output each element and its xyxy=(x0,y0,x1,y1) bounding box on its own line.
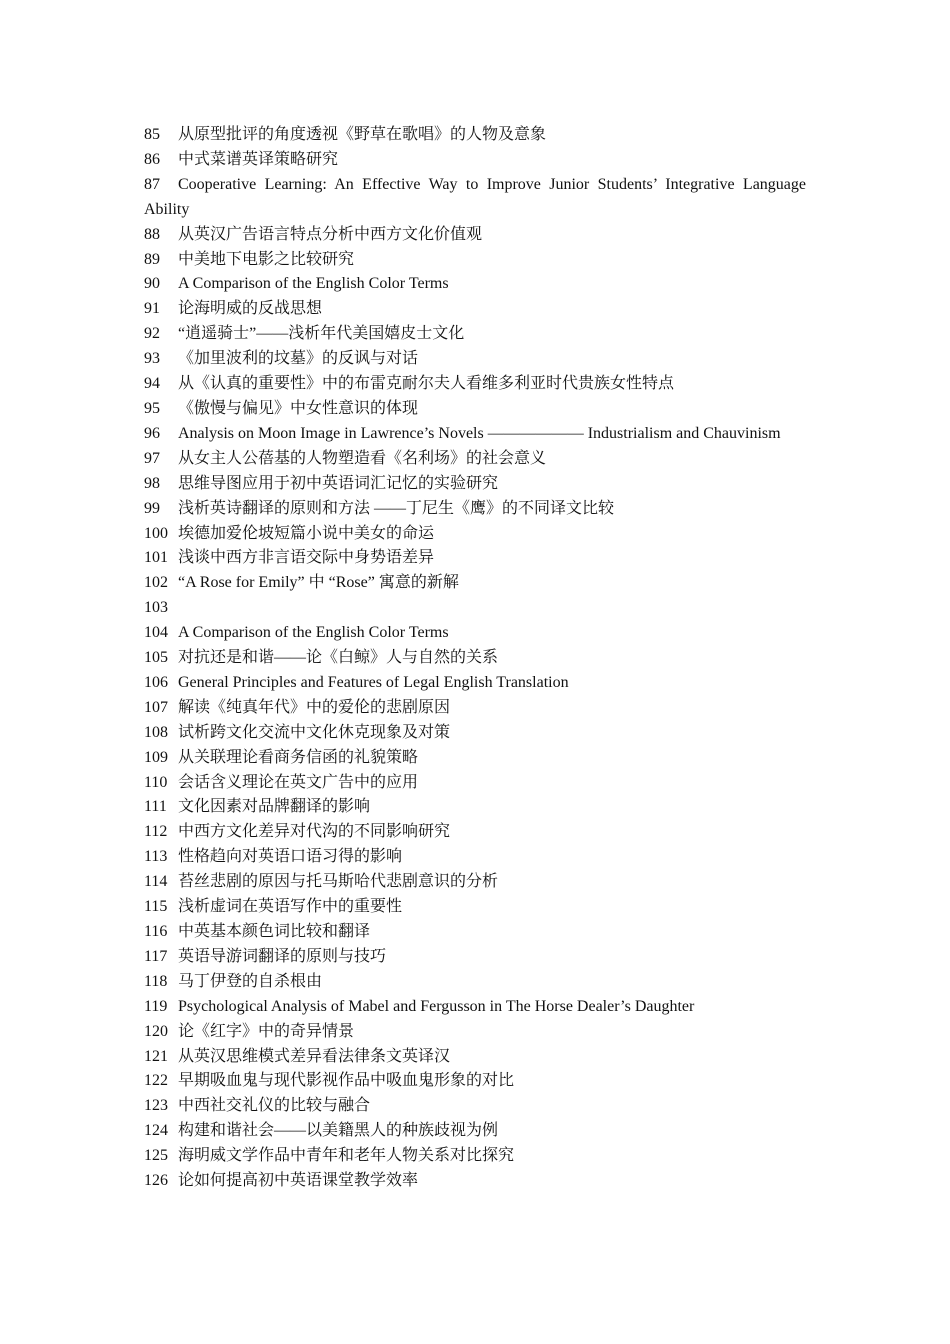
list-item xyxy=(144,895,806,920)
list-item xyxy=(144,646,806,671)
item-title: 中西社交礼仪的比较与融合 xyxy=(178,1097,371,1115)
list-item xyxy=(144,845,806,870)
item-title: 中西方文化差异对代沟的不同影响研究 xyxy=(178,823,451,841)
item-number: 114 xyxy=(144,873,168,891)
item-number: 91 xyxy=(144,300,160,318)
list-item xyxy=(144,795,806,820)
item-number: 126 xyxy=(144,1172,168,1190)
item-number: 113 xyxy=(144,848,168,866)
item-number: 107 xyxy=(144,698,168,716)
list-item xyxy=(144,721,806,746)
item-title: 英语导游词翻译的原则与技巧 xyxy=(178,947,387,965)
item-number: 96 xyxy=(144,424,160,442)
item-number: 94 xyxy=(144,375,160,393)
item-number: 106 xyxy=(144,673,168,691)
item-title: 马丁伊登的自杀根由 xyxy=(178,972,323,990)
item-number: 120 xyxy=(144,1022,168,1040)
list-item xyxy=(144,696,806,721)
list-item xyxy=(144,746,806,771)
list-item xyxy=(144,173,806,223)
item-title: 从女主人公蓓基的人物塑造看《名利场》的社会意义 xyxy=(178,449,547,467)
list-item xyxy=(144,621,806,646)
list-item xyxy=(144,123,806,148)
list-item xyxy=(144,148,806,173)
item-title: 思维导图应用于初中英语词汇记忆的实验研究 xyxy=(178,474,499,492)
item-number: 115 xyxy=(144,898,168,916)
item-number: 89 xyxy=(144,250,160,268)
item-title: 会话含义理论在英文广告中的应用 xyxy=(178,773,419,791)
list-item xyxy=(144,771,806,796)
item-title: 浅析虚词在英语写作中的重要性 xyxy=(178,898,403,916)
item-title: “A Rose for Emily” 中 “Rose” 寓意的新解 xyxy=(178,574,459,592)
item-number: 121 xyxy=(144,1047,168,1065)
item-title: 海明威文学作品中青年和老年人物关系对比探究 xyxy=(178,1147,515,1165)
item-number: 105 xyxy=(144,649,168,667)
item-title: 中英基本颜色词比较和翻译 xyxy=(178,923,371,940)
item-title: 早期吸血鬼与现代影视作品中吸血鬼形象的对比 xyxy=(178,1072,515,1090)
item-title: 浅析英诗翻译的原则和方法 ——丁尼生《鹰》的不同译文比较 xyxy=(178,499,615,517)
item-number: 86 xyxy=(144,150,160,168)
item-title: 论《红字》中的奇异情景 xyxy=(178,1022,355,1040)
item-title: 解读《纯真年代》中的爱伦的悲剧原因 xyxy=(178,698,451,716)
item-number: 118 xyxy=(144,972,168,990)
list-item xyxy=(144,1119,806,1144)
list-item xyxy=(144,297,806,322)
list-item xyxy=(144,1094,806,1119)
item-number: 119 xyxy=(144,997,168,1015)
item-title: 浅谈中西方非言语交际中身势语差异 xyxy=(178,549,435,567)
list-item xyxy=(144,372,806,397)
list-item xyxy=(144,546,806,571)
list-item xyxy=(144,571,806,596)
list-item xyxy=(144,447,806,472)
list-item xyxy=(144,248,806,273)
item-title: 中美地下电影之比较研究 xyxy=(178,250,355,268)
item-title: Psychological Analysis of Mabel and Fergusson in The Horse Dealer’s Daughter xyxy=(178,997,695,1015)
item-title: 从英汉思维模式差异看法律条文英译汉 xyxy=(178,1047,451,1065)
item-title: 从原型批评的角度透视《野草在歌唱》的人物及意象 xyxy=(178,126,547,143)
item-number: 124 xyxy=(144,1122,168,1140)
item-title: 对抗还是和谐——论《白鲸》人与自然的关系 xyxy=(178,649,499,667)
item-number: 93 xyxy=(144,350,160,368)
item-number: 111 xyxy=(144,798,167,816)
item-title: 论海明威的反战思想 xyxy=(178,300,323,318)
item-title: 从《认真的重要性》中的布雷克耐尔夫人看维多利亚时代贵族女性特点 xyxy=(178,375,675,393)
list-item xyxy=(144,1169,806,1194)
item-title: 从关联理论看商务信函的礼貌策略 xyxy=(178,748,419,766)
item-number: 92 xyxy=(144,325,160,343)
item-title: A Comparison of the English Color Terms xyxy=(178,624,449,642)
item-number: 100 xyxy=(144,524,168,542)
list-item xyxy=(144,322,806,347)
list-item xyxy=(144,970,806,995)
item-title: Analysis on Moon Image in Lawrence’s Novels —————— Industrialism and Chauvinism xyxy=(178,424,781,442)
list-item xyxy=(144,995,806,1020)
list-item xyxy=(144,671,806,696)
item-number: 95 xyxy=(144,399,160,417)
list-item xyxy=(144,1069,806,1094)
item-number: 117 xyxy=(144,947,168,965)
item-number: 109 xyxy=(144,748,168,766)
document-page xyxy=(144,123,806,1194)
list-item xyxy=(144,596,806,621)
list-item xyxy=(144,347,806,372)
item-title: General Principles and Features of Legal English Translation xyxy=(178,673,569,691)
list-item xyxy=(144,397,806,422)
item-number: 102 xyxy=(144,574,168,592)
item-number: 97 xyxy=(144,449,160,467)
item-number: 104 xyxy=(144,624,168,642)
list-item xyxy=(144,870,806,895)
item-number: 108 xyxy=(144,723,168,741)
item-number: 90 xyxy=(144,275,160,293)
item-number: 85 xyxy=(144,126,160,143)
item-title: “逍遥骑士”——浅析年代美国嬉皮士文化 xyxy=(178,325,465,343)
item-title: 苔丝悲剧的原因与托马斯哈代悲剧意识的分析 xyxy=(178,873,499,891)
list-item xyxy=(144,945,806,970)
item-title: 构建和谐社会——以美籍黑人的种族歧视为例 xyxy=(178,1122,499,1140)
item-number: 112 xyxy=(144,823,168,841)
item-number: 98 xyxy=(144,474,160,492)
list-item xyxy=(144,472,806,497)
list-item xyxy=(144,497,806,522)
list-item xyxy=(144,223,806,248)
item-title: 论如何提高初中英语课堂教学效率 xyxy=(178,1172,419,1190)
list-item xyxy=(144,522,806,547)
item-number: 88 xyxy=(144,225,160,243)
list-item xyxy=(144,920,806,945)
list-item xyxy=(144,1045,806,1070)
list-item xyxy=(144,820,806,845)
item-title: 《加里波利的坟墓》的反讽与对话 xyxy=(178,350,419,368)
item-number: 101 xyxy=(144,549,168,567)
item-title: 《傲慢与偏见》中女性意识的体现 xyxy=(178,399,419,417)
item-number: 110 xyxy=(144,773,168,791)
list-item xyxy=(144,422,806,447)
item-title: 从英汉广告语言特点分析中西方文化价值观 xyxy=(178,225,483,243)
list-item xyxy=(144,1020,806,1045)
item-title: 埃德加爱伦坡短篇小说中美女的命运 xyxy=(178,524,435,542)
item-title: 性格趋向对英语口语习得的影响 xyxy=(178,848,403,866)
item-number: 123 xyxy=(144,1097,168,1115)
item-title: 试析跨文化交流中文化休克现象及对策 xyxy=(178,723,451,741)
item-title: 中式菜谱英译策略研究 xyxy=(178,150,339,168)
item-number: 99 xyxy=(144,499,160,517)
item-title: A Comparison of the English Color Terms xyxy=(178,275,449,293)
list-item xyxy=(144,272,806,297)
list-item xyxy=(144,1144,806,1169)
item-number: 116 xyxy=(144,923,168,940)
item-title: 文化因素对品牌翻译的影响 xyxy=(178,798,371,816)
item-number: 122 xyxy=(144,1072,168,1090)
item-number: 125 xyxy=(144,1147,168,1165)
item-title: Cooperative Learning: An Effective Way to Improve Junior Students’ Integrative Language Ability xyxy=(144,175,806,218)
item-number: 103 xyxy=(144,599,168,617)
item-number: 87 xyxy=(144,175,160,193)
